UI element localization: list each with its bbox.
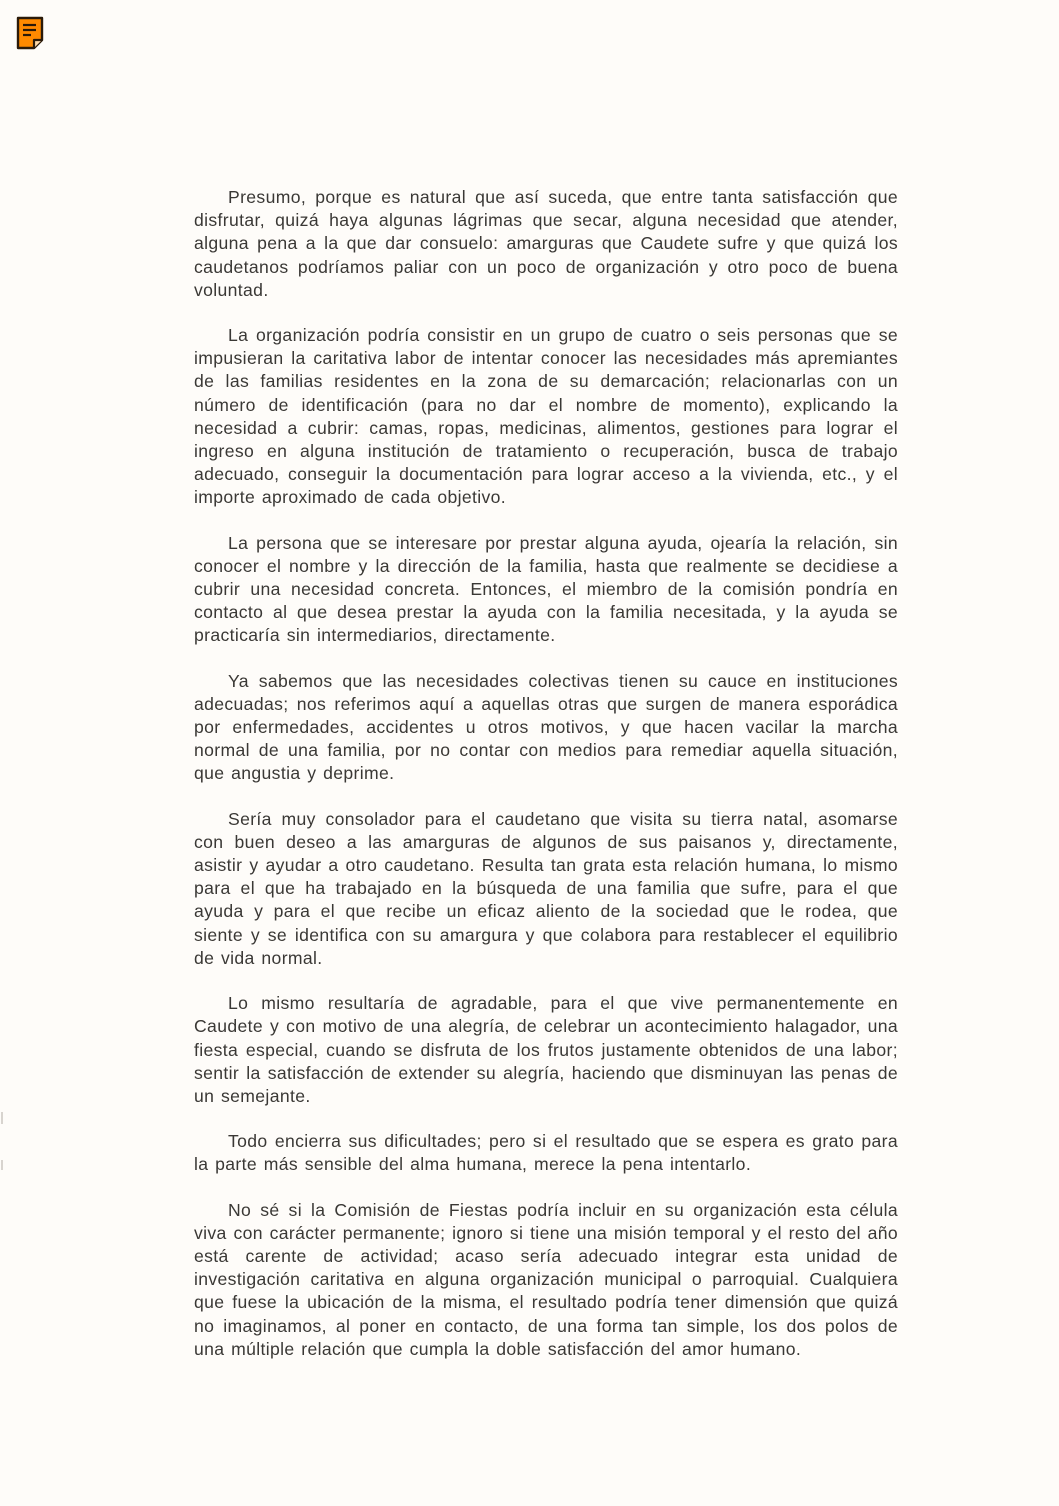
paragraph: No sé si la Comisión de Fiestas podría incluir en su organización esta célula viva con carácter permanente; ignoro si tiene una misión temporal y el resto del año está carente de actividad; acaso sería adecuado integrar esta unidad de investigación caritativa en alguna organización municipal o parroquial. Cualquiera que fuese la ubicación de la misma, el resultado podría tener dimensión que quizá no imaginamos, al poner en contacto, de una forma tan simple, los dos polos de una múltiple relación que cumpla la doble satisfacción del amor humano. [194,1199,898,1359]
paragraph: Sería muy consolador para el caudetano que visita su tierra natal, asomarse con buen deseo a las amarguras de algunos de sus paisanos y, directamente, asistir y ayudar a otro caudetano. Resulta tan grata esta relación humana, lo mismo para el que ha trabajado en la búsqueda de una familia que sufre, para el que ayuda y para el que recibe un eficaz aliento de la sociedad que le rodea, que siente y se identifica con su amargura y que colabora para restablecer el equilibrio de vida normal. [194,808,898,968]
paragraph: Ya sabemos que las necesidades colectivas tienen su cauce en instituciones adecuadas; nos referimos aquí a aquellas otras que surgen de manera esporádica por enfermedades, accidentes u otros motivos, y que hacen vacilar la marcha normal de una familia, por no contar con medios para remediar aquella situación, que angustia y deprime. [194,670,898,784]
paragraph: Presumo, porque es natural que así suceda, que entre tanta satisfacción que disfrutar, quizá haya algunas lágrimas que secar, alguna necesidad que atender, alguna pena a la que dar consuelo: amarguras que Caudete sufre y que quizá los caudetanos podríamos paliar con un poco de organización y otro poco de buena voluntad. [194,187,898,300]
paragraph: Lo mismo resultaría de agradable, para el que vive permanentemente en Caudete y con motivo de una alegría, de celebrar un acontecimiento halagador, una fiesta especial, cuando se disfruta de los frutos justamente obtenidos de una labor; sentir la satisfacción de extender su alegría, haciendo que disminuyan las penas de un semejante. [194,993,898,1106]
paragraph: La organización podría consistir en un grupo de cuatro o seis personas que se impusieran la caritativa labor de intentar conocer las necesidades más apremiantes de las familias residentes en la zona de su demarcación; relacionarlas con un número de identificación (para no dar el nombre de momento), explicando la necesidad a cubrir: camas, ropas, medicinas, alimentos, gestiones para lograr el ingreso en alguna institución de tratamiento o recuperación, busca de trabajo adecuado, conseguir la documentación para lograr acceso a la vivienda, etc., y el importe aproximado de cada objetivo. [194,325,898,508]
scan-margin-mark [1,1112,3,1124]
paragraph: Todo encierra sus dificultades; pero si el resultado que se espera es grato para la parte más sensible del alma humana, merece la pena intentarlo. [194,1131,898,1175]
scan-margin-mark [1,1160,3,1170]
note-icon[interactable] [16,16,44,50]
document-page [194,186,898,1383]
paragraph: La persona que se interesare por prestar alguna ayuda, ojearía la relación, sin conocer el nombre y la dirección de la familia, hasta que realmente se decidiese a cubrir una necesidad concreta. Entonces, el miembro de la comisión pondría en contacto al que desea prestar la ayuda con la familia necesitada, y la ayuda se practicaría sin intermediarios, directamente. [194,532,898,646]
